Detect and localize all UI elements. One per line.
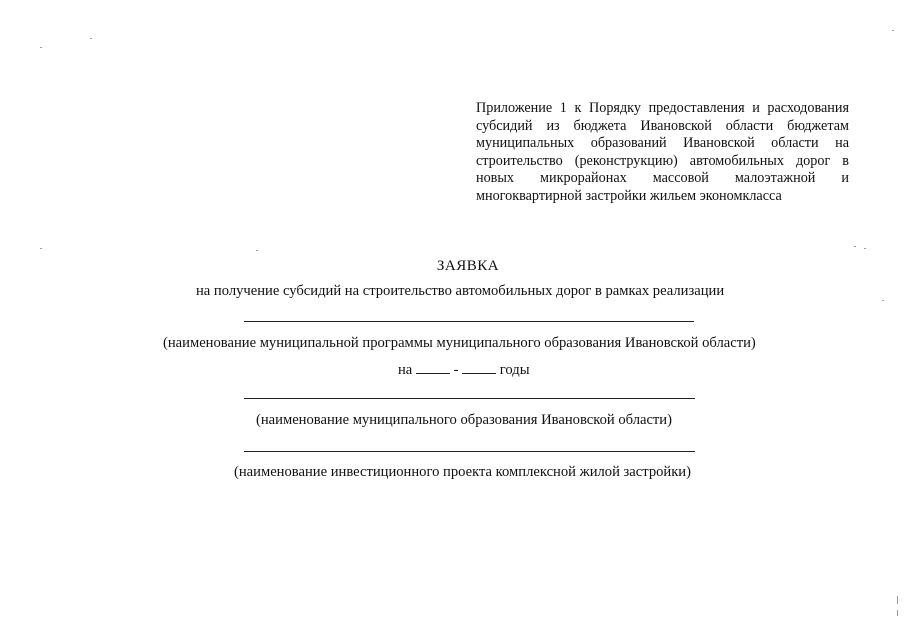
project-name-caption: (наименование инвестиционного проекта комплексной жилой застройки) xyxy=(234,464,691,480)
scan-speck xyxy=(892,30,894,31)
years-row xyxy=(398,361,530,379)
scan-speck xyxy=(854,246,856,247)
end-year-blank xyxy=(462,361,496,374)
scan-speck xyxy=(897,610,898,616)
municipality-name-caption: (наименование муниципального образования Ивановской области) xyxy=(256,412,672,428)
document-title: ЗАЯВКА xyxy=(436,258,500,274)
scan-speck xyxy=(882,300,884,301)
appendix-note: Приложение 1 к Порядку предоставления и расходования субсидий из бюджета Ивановской области бюджетам муниципальных образований Ивановской области на строительство (реконструкцию) автомобильных дорог в новых микрорайонах массовой малоэтажной и многоквартирной застройки жильем экономкласса xyxy=(476,100,849,204)
years-separator: - xyxy=(453,362,459,378)
program-name-line xyxy=(244,321,694,322)
municipality-name-line xyxy=(244,398,695,399)
start-year-blank xyxy=(416,361,450,374)
program-name-caption: (наименование муниципальной программы муниципального образования Ивановской области) xyxy=(163,335,756,351)
years-suffix: годы xyxy=(499,362,530,378)
document-subtitle: на получение субсидий на строительство автомобильных дорог в рамках реализации xyxy=(196,283,725,299)
project-name-line xyxy=(244,451,695,452)
scan-speck xyxy=(40,47,42,48)
scan-speck xyxy=(897,596,898,604)
years-prefix: на xyxy=(398,362,413,378)
scan-speck xyxy=(40,248,42,249)
scan-speck xyxy=(90,38,92,39)
scan-speck xyxy=(864,248,866,249)
scan-speck xyxy=(256,250,258,251)
